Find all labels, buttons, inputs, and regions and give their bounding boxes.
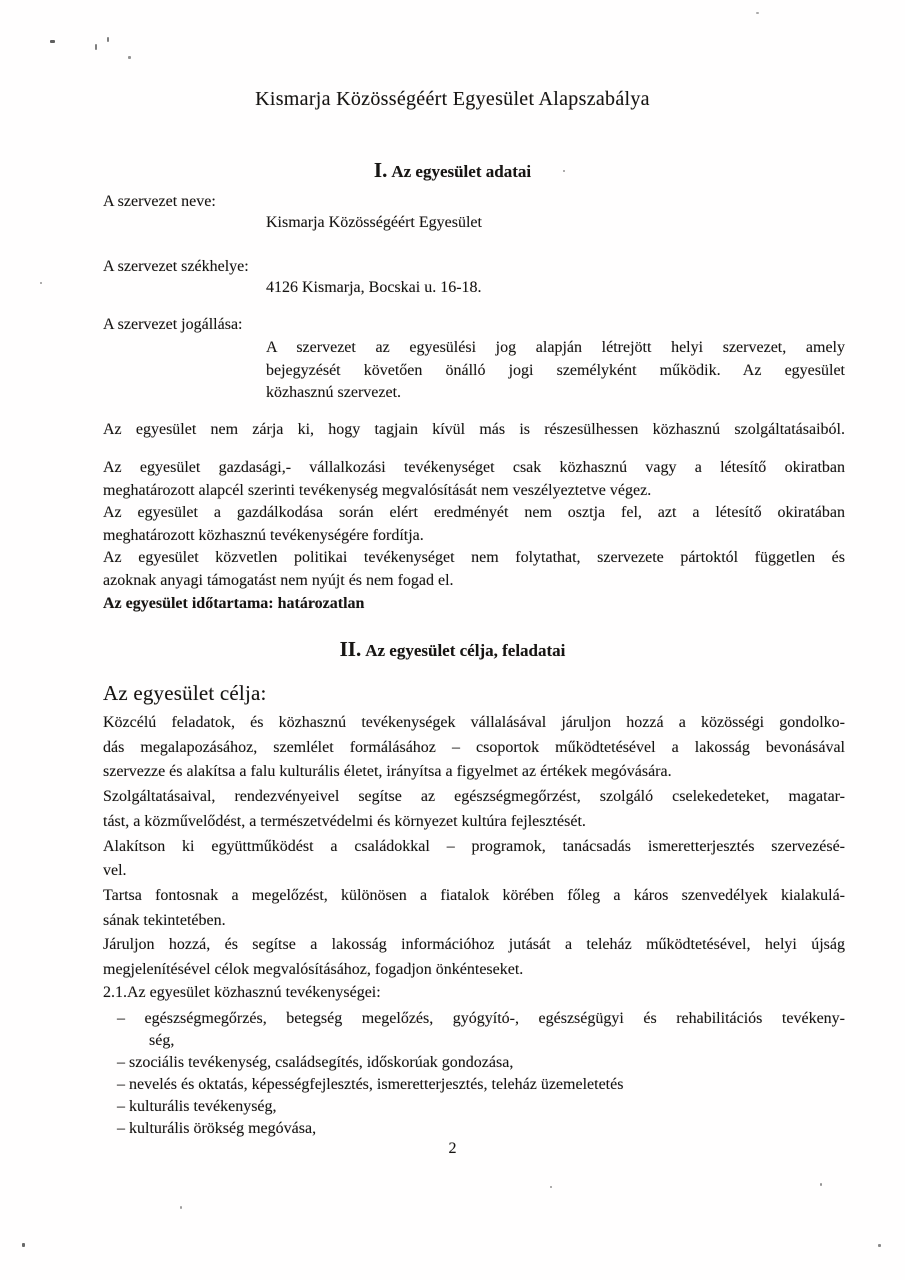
text-line: Alakítson ki együttműködést a családokkal – programok, tanácsadás ismeretterjesztés szervezésé-: [103, 837, 845, 855]
text-line: bejegyzését követően önálló jogi személyként működik. Az egyesület: [266, 361, 845, 379]
org-status-para: [266, 337, 845, 405]
scan-speck: [107, 37, 109, 42]
scan-speck: [95, 44, 97, 50]
purpose-heading: Az egyesület célja:: [103, 681, 267, 705]
text-line: – egészségmegőrzés, betegség megelőzés, gyógyító-, egészségügyi és rehabilitációs tevékeny-: [117, 1010, 845, 1027]
org-name-value: Kismarja Közösségéért Egyesület: [266, 214, 482, 231]
org-seat-label: A szervezet székhelye:: [103, 258, 249, 275]
text-line: dás megalapozásához, szemlélet formálásához – csoportok működtetésével a lakosság bevonásával: [103, 738, 845, 756]
text-line: ség,: [149, 1032, 175, 1049]
purpose-para: [103, 711, 845, 983]
scan-speck: [40, 282, 42, 284]
text-line: meghatározott alapcél szerinti tevékenység megvalósítását nem veszélyeztetve végez.: [103, 481, 652, 499]
text-line: Az egyesület nem zárja ki, hogy tagjain kívül más is részesülhessen közhasznú szolgáltatásaiból.: [103, 421, 845, 438]
org-name-label: A szervezet neve:: [103, 193, 216, 210]
text-line: sának tekintetében.: [103, 911, 226, 929]
text-line: megjelenítésével célok megvalósításához, fogadjon önkénteseket.: [103, 961, 524, 979]
text-line: meghatározott közhasznú tevékenységére fordítja.: [103, 526, 424, 544]
text-line: – kulturális tevékenység,: [117, 1098, 277, 1115]
economic-activity-para: [103, 457, 845, 593]
scan-speck: [550, 1186, 552, 1188]
section-title: Az egyesület célja, feladatai: [365, 641, 566, 660]
duration-line: Az egyesület időtartama: határozatlan: [103, 595, 365, 612]
text-line: – kulturális örökség megóvása,: [117, 1120, 317, 1137]
section-2-heading: [0, 637, 905, 662]
scan-speck: [180, 1206, 182, 1209]
text-line: – szociális tevékenység, családsegítés, időskorúak gondozása,: [117, 1054, 514, 1071]
text-line: Az egyesület közvetlen politikai tevékenységet nem folytathat, szervezete pártoktól független és: [103, 549, 845, 567]
section-title: Az egyesület adatai: [391, 162, 532, 181]
scan-speck: [50, 40, 55, 43]
org-status-label: A szervezet jogállása:: [103, 316, 243, 333]
text-line: Közcélú feladatok, és közhasznú tevékenységek vállalásával járuljon hozzá a közösségi gondolko-: [103, 714, 845, 731]
scan-speck: [820, 1183, 822, 1186]
page-number: 2: [448, 1140, 457, 1157]
scan-speck: [756, 12, 759, 14]
scan-speck: [22, 1243, 25, 1247]
org-seat-value: 4126 Kismarja, Bocskai u. 16-18.: [266, 279, 482, 296]
text-line: Az egyesület gazdasági,- vállalkozási tevékenységet csak közhasznú vagy a létesítő okiratban: [103, 459, 845, 476]
text-line: közhasznú szervezet.: [266, 384, 402, 402]
public-benefit-activities-list: [103, 1008, 845, 1140]
text-line: A szervezet az egyesülési jog alapján létrejött helyi szervezet, amely: [266, 339, 845, 356]
text-line: azoknak anyagi támogatást nem nyújt és nem fogad el.: [103, 571, 454, 589]
text-line: vel.: [103, 862, 127, 880]
text-line: Járuljon hozzá, és segítse a lakosság információhoz jutását a teleház működtetésével, helyi újság: [103, 936, 845, 954]
section-numeral: I.: [373, 158, 388, 182]
doc-title: Kismarja Közösségéért Egyesület Alapszabálya: [255, 88, 650, 110]
text-line: tást, a közművelődést, a természetvédelmi és környezet kultúra fejlesztését.: [103, 812, 586, 830]
text-line: Az egyesület a gazdálkodása során elért eredményét nem osztja fel, azt a létesítő okiratában: [103, 504, 845, 522]
section-1-heading: [0, 158, 905, 183]
text-line: – nevelés és oktatás, képességfejlesztés, ismeretterjesztés, teleház üzemeletetés: [117, 1076, 624, 1093]
scan-speck: [878, 1244, 881, 1247]
text-line: Szolgáltatásaival, rendezvényeivel segítse az egészségmegőrzést, szolgáló cselekedeteket, magatar-: [103, 788, 845, 806]
section-numeral: II.: [339, 637, 362, 661]
scan-speck: [128, 56, 131, 59]
scan-speck: [563, 170, 565, 172]
non-member-services-para: [103, 419, 845, 442]
text-line: szervezze és alakítsa a falu kulturális életet, irányítsa a figyelmet az értékek megóvására.: [103, 763, 672, 781]
public-benefit-activities-label: 2.1.Az egyesület közhasznú tevékenységei:: [103, 984, 381, 1001]
text-line: Tartsa fontosnak a megelőzést, különösen a fiatalok körében főleg a káros szenvedélyek kialakulá-: [103, 886, 845, 904]
